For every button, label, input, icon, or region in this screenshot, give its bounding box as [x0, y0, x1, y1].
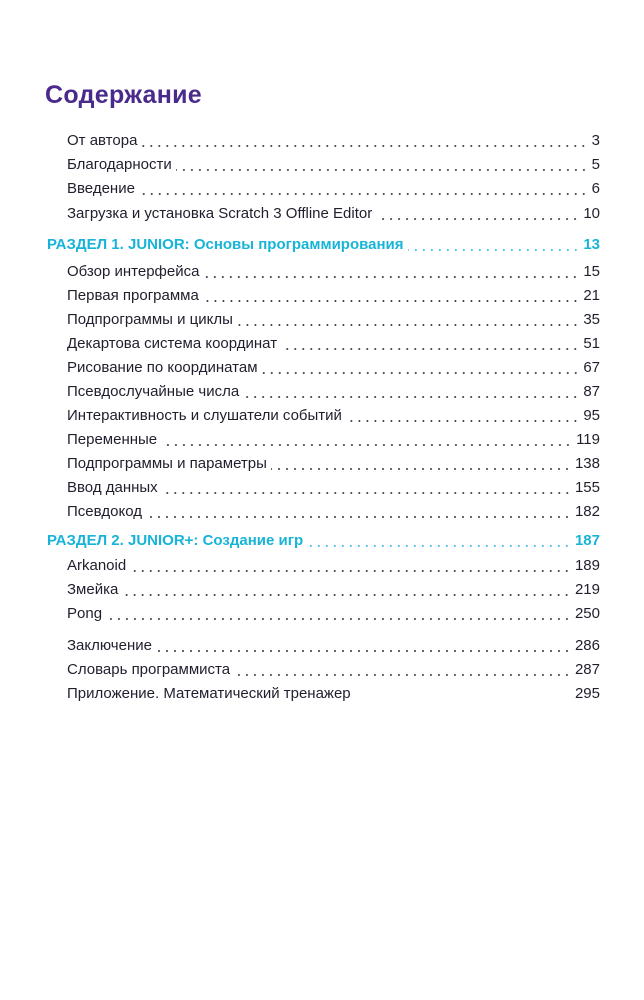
leader-dots: [162, 492, 571, 494]
leader-dots: [234, 674, 571, 676]
toc-entry[interactable]: [0, 575, 644, 599]
toc-entry[interactable]: [0, 257, 644, 281]
leader-dots: [122, 594, 571, 596]
toc-section-heading[interactable]: [0, 230, 644, 254]
toc-entry-label: Pong: [67, 605, 103, 622]
toc-entry-label: Змейка: [67, 581, 119, 598]
toc-entry[interactable]: [0, 551, 644, 575]
toc-entry[interactable]: [0, 655, 644, 679]
leader-dots: [262, 372, 580, 374]
toc-entry-page: 95: [583, 407, 600, 424]
leader-dots: [141, 145, 587, 147]
toc-entry[interactable]: [0, 377, 644, 401]
toc-entry-page: 67: [583, 359, 600, 376]
toc-entry-page: 87: [583, 383, 600, 400]
leader-dots: [243, 396, 579, 398]
toc-entry-label: Загрузка и установка Scratch 3 Offline Editor: [67, 205, 373, 222]
toc-entry-label: Рисование по координатам: [67, 359, 258, 376]
toc-entry-page: 138: [574, 455, 600, 472]
leader-dots: [106, 618, 571, 620]
toc-entry-label: Интерактивность и слушатели событий: [67, 407, 342, 424]
toc-entry-label: Обзор интерфейса: [67, 263, 200, 280]
toc-entry-label: Благодарности: [67, 156, 172, 173]
toc-entry-label: Подпрограммы и циклы: [67, 311, 233, 328]
toc-entry-label: Arkanoid: [67, 557, 127, 574]
leader-blank: [355, 698, 571, 700]
leader-dots: [130, 570, 571, 572]
toc-entry-label: Псевдокод: [67, 503, 143, 520]
toc-entry-label: Декартова система координат: [67, 335, 278, 352]
toc-entry-page: 219: [574, 581, 600, 598]
toc-entry-label: Псевдослучайные числа: [67, 383, 240, 400]
toc-section-page: 13: [583, 236, 600, 253]
leader-dots: [156, 650, 571, 652]
toc-section-label: РАЗДЕЛ 2. JUNIOR+: Создание игр: [47, 532, 304, 549]
toc-section-page: 187: [574, 532, 600, 549]
leader-dots: [281, 348, 579, 350]
toc-entry-label: Введение: [67, 180, 135, 197]
toc-entry-page: 51: [583, 335, 600, 352]
toc-entry-page: 119: [576, 431, 600, 448]
toc-entry-label: Подпрограммы и параметры: [67, 455, 267, 472]
toc-entry-label: От автора: [67, 132, 138, 149]
toc-entry-label: Приложение. Математический тренажер: [67, 685, 351, 702]
toc-entry-label: Переменные: [67, 431, 158, 448]
leader-dots: [237, 324, 579, 326]
toc-entry[interactable]: [0, 150, 644, 174]
toc-entry[interactable]: [0, 353, 644, 377]
toc-entry[interactable]: [0, 449, 644, 473]
leader-dots: [203, 300, 579, 302]
toc-entry[interactable]: [0, 599, 644, 623]
leader-dots: [271, 468, 571, 470]
toc-entry[interactable]: [0, 425, 644, 449]
toc-entry-page: 250: [574, 605, 600, 622]
leader-dots: [161, 444, 572, 446]
toc-entry[interactable]: [0, 126, 644, 150]
toc-entry-label: Заключение: [67, 637, 152, 654]
leader-dots: [376, 218, 579, 220]
leader-dots: [203, 276, 579, 278]
leader-dots: [408, 249, 580, 251]
toc-entry[interactable]: [0, 401, 644, 425]
leader-dots: [146, 516, 571, 518]
toc-entry-page: 295: [574, 685, 600, 702]
leader-dots: [139, 193, 588, 195]
toc-entry-label: Словарь программиста: [67, 661, 231, 678]
toc-entry-page: 287: [574, 661, 600, 678]
toc-entry-page: 3: [591, 132, 600, 149]
toc-entry[interactable]: [0, 329, 644, 353]
toc-entry-page: 286: [574, 637, 600, 654]
toc-entry[interactable]: [0, 281, 644, 305]
toc-entry-page: 35: [583, 311, 600, 328]
toc-entry-page: 10: [583, 205, 600, 222]
toc-section-heading[interactable]: [0, 526, 644, 550]
toc-entry[interactable]: [0, 679, 644, 703]
toc-entry-page: 15: [583, 263, 600, 280]
page-title: Содержание: [45, 81, 203, 109]
leader-dots: [176, 169, 588, 171]
toc-entry[interactable]: [0, 497, 644, 521]
leader-dots: [307, 545, 571, 547]
toc-entry-page: 21: [583, 287, 600, 304]
toc-entry-page: 155: [574, 479, 600, 496]
toc-entry[interactable]: [0, 174, 644, 198]
toc-entry-page: 182: [574, 503, 600, 520]
toc-entry-page: 6: [591, 180, 600, 197]
leader-dots: [346, 420, 579, 422]
toc-entry-page: 189: [574, 557, 600, 574]
toc-entry[interactable]: [0, 305, 644, 329]
toc-entry-page: 5: [591, 156, 600, 173]
toc-entry[interactable]: [0, 631, 644, 655]
toc-entry-label: Ввод данных: [67, 479, 158, 496]
toc-entry[interactable]: [0, 473, 644, 497]
toc-section-label: РАЗДЕЛ 1. JUNIOR: Основы программирования: [47, 236, 404, 253]
toc-entry-label: Первая программа: [67, 287, 199, 304]
toc-entry[interactable]: [0, 199, 644, 223]
